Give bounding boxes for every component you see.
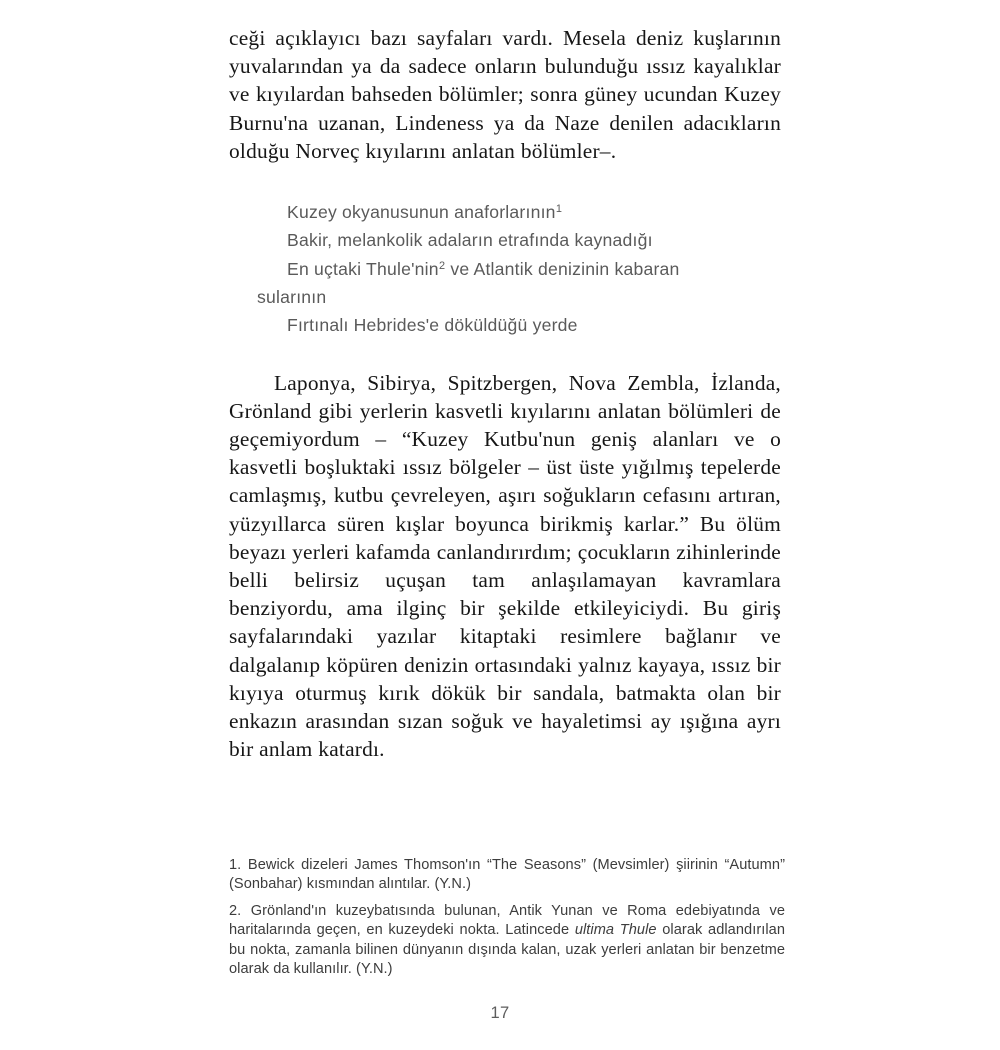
body-paragraph-2: Laponya, Sibirya, Spitzbergen, Nova Zembla, İzlanda, Grönland gibi yerlerin kasvetli kıyılarını anlatan bölümleri de geçemiyordum – “Kuzey Kutbu'nun geniş alanları ve o kasvetli boşluktaki ıssız bölgeler – üst üste yığılmış tepelerde camlaşmış, kutbu çevreleyen, aşırı soğukların cefasını artıran, yüzyıllarca süren kışlar boyunca birikmiş karlar.” Bu ölüm beyazı yerleri kafamda canlandırırdım; çocukların zihinlerinde belli belirsiz uçuşan tam anlaşılamayan kavramlara benziyordu, ama ilginç bir şekilde etkileyiciydi. Bu giriş sayfalarındaki yazılar kitaptaki resimlere bağlanır ve dalgalanıp köpüren denizin ortasındaki yalnız kayaya, ıssız bir kıyıya oturmuş kırık dökük bir sandala, batmakta olan bir enkazın arasından sızan soğuk ve hayaletimsi ay ışığına ayrı bir anlam katardı. [229, 370, 781, 762]
verse-line-4-text: Fırtınalı Hebrides'e döküldüğü yerde [287, 315, 578, 336]
verse-line-4 [229, 311, 781, 339]
verse-line-3-runover [229, 283, 781, 311]
body-paragraph-1: ceği açıklayıcı bazı sayfaları vardı. Mesela deniz kuşlarının yuvalarından ya da sadece onların bulunduğu ıssız kayalıklar ve kıyılardan bahseden bölümler; sonra güney ucundan Kuzey Burnu'na uzanan, Lindeness ya da Naze denilen adacıkların olduğu Norveç kıyılarını anlatan bölümler–. [229, 26, 781, 163]
footnote-1 [229, 856, 785, 895]
footnote-2-text-after: olarak adlandırılan bu nokta, zamanla bilinen dünyanın dışında kalan, uzak yerleri anlatan bir benzetme olarak da kullanılır. (Y.N.) [229, 922, 785, 978]
page-number: 17 [490, 1004, 510, 1022]
footnote-2-text-before: Grönland'ın kuzeybatısında bulunan, Antik Yunan ve Roma edebiyatında ve haritalarında geçen, en kuzeydeki nokta. Latincede [229, 902, 785, 939]
footnote-1-text: Bewick dizeleri James Thomson'ın “The Seasons” (Mevsimler) şiirinin “Autumn” (Sonbahar) kısmından alıntılar. (Y.N.) [229, 857, 785, 893]
verse-line-3-runover-text: sularının [257, 286, 327, 307]
verse-line-3-text: En uçtaki Thule'nin [287, 258, 439, 279]
verse-paragraph-spacer [229, 340, 781, 369]
verse-quotation-block [229, 198, 781, 339]
footnote-2-marker: 2. [229, 902, 242, 919]
footnote-marker-2[interactable]: 2 [439, 259, 446, 272]
footnote-marker-1[interactable]: 1 [555, 203, 563, 216]
verse-line-2-text: Bakir, melankolik adaların etrafında kaynadığı [287, 230, 653, 251]
verse-line-1 [229, 198, 781, 226]
footnote-2 [229, 902, 785, 980]
footnote-2-italic-term: ultima Thule [574, 922, 657, 939]
verse-line-1-text: Kuzey okyanusunun anaforlarının [287, 202, 556, 223]
footnote-section [229, 856, 785, 979]
verse-line-3-text-after: ve Atlantik denizinin kabaran [445, 258, 680, 279]
verse-line-2 [229, 226, 781, 254]
text-column [229, 24, 781, 763]
footnote-1-marker: 1. [229, 857, 242, 873]
verse-line-3 [229, 255, 781, 283]
